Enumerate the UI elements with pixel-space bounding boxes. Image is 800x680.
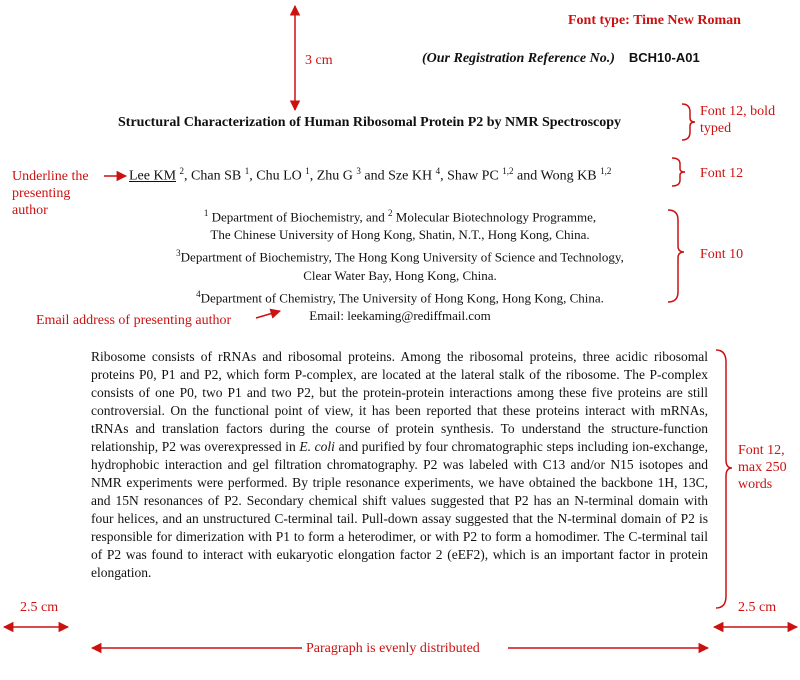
affil-font-label: Font 10 <box>700 247 744 262</box>
title-brace <box>682 104 695 140</box>
author-name: Chan SB <box>191 168 242 184</box>
author-name: Shaw PC <box>447 168 499 184</box>
author-affil-sup: 2 <box>179 166 185 176</box>
abstract-brace <box>716 350 732 608</box>
right-margin-label: 2.5 cm <box>738 600 777 615</box>
paper-title: Structural Characterization of Human Ribosomal Protein P2 by NMR Spectroscopy <box>118 115 622 130</box>
affil-sup: 1 <box>203 208 209 218</box>
affiliation-line <box>100 204 700 226</box>
font-type-note: Font type: Time New Roman <box>568 13 741 28</box>
abstract-text: and purified by four chromatographic steps including ion-exchange, hydrophobic interaction and gel filtration chromatography. P2 was labeled with C13 and/or N15 isotopes and NMR experiments were performed. By triple resonance experiments, we have obtained the backbone 1H, 13C, and 15N resonances of P2. Secondary chemical shift values suggested that P2 has an N-terminal domain with four helices, and an unstructured C-terminal tail. Pull-down assay suggested that the N-terminal domain of P2 is responsible for dimerization with P1 to form a heterodimer, or with P2 to form a homodimer. The C-terminal tail of P2 was found to interact with eukaryotic elongation factor 2 (eEF2), which is an important factor in protein elongation. <box>91 439 708 580</box>
author-name: Wong KB <box>540 168 597 184</box>
author-affil-sup: 3 <box>356 166 361 176</box>
abstract-text: Ribosome consists of rRNAs and ribosomal proteins. Among the ribosomal proteins, three acidic ribosomal proteins P0, P1 and P2, which form P-complex, are located at the lateral stalk of the ribosome. The P-complex consists of one P0, two P1 and two P2, but the protein-protein interactions among these five proteins are still controversial. On the functional point of view, it has been reported that these proteins interact with mRNAs, tRNAs and translation factors during the course of protein synthesis. To understand the structure-function relationship, P2 was overexpressed in <box>91 349 708 454</box>
author-affil-sup: 1,2 <box>502 166 514 176</box>
affiliation-line <box>100 244 700 266</box>
affil-text: Department of Chemistry, The University of Hong Kong, Hong Kong, China. <box>200 289 604 305</box>
author-list: Lee KM $^2$, Chan SB $^1$, Chu LO $^1$, Zhu G $^3$ and Sze KH $^4$, Shaw PC $^{1,2}$ and Wong KB $^{1,2}$ <box>129 166 612 184</box>
registration-ref-label: (Our Registration Reference No.) <box>422 51 615 66</box>
authors-brace <box>672 158 685 186</box>
paragraph-note: Paragraph is evenly distributed <box>306 641 480 656</box>
author-name: Chu LO <box>256 168 302 184</box>
top-margin-label: 3 cm <box>305 53 333 68</box>
species-name: E. coli <box>299 439 335 454</box>
author-affil-sup: 1 <box>305 166 310 176</box>
affiliation-line: The Chinese University of Hong Kong, Shatin, N.T., Hong Kong, China. <box>210 227 590 243</box>
affiliation-line: Clear Water Bay, Hong Kong, China. <box>303 267 497 283</box>
author-affil-sup: 1 <box>244 166 250 176</box>
author-affil-sup: 1,2 <box>600 166 612 176</box>
author-name: Sze KH <box>388 168 433 184</box>
affiliation-line <box>100 285 700 307</box>
title-font-label: Font 12, bold typed <box>700 104 776 136</box>
author-affil-sup: 4 <box>435 166 441 176</box>
affil-sup: 3 <box>176 248 181 259</box>
email-line: Email: leekaming@rediffmail.com <box>309 307 491 323</box>
affil-sup: 2 <box>388 208 393 218</box>
email-note: Email address of presenting author <box>36 313 232 328</box>
left-margin-label: 2.5 cm <box>20 600 59 615</box>
affiliations <box>100 204 700 325</box>
registration-reference <box>422 50 700 67</box>
underline-note: Underline the presenting author <box>12 169 89 218</box>
affil-text: Molecular Biotechnology Programme, <box>395 209 597 225</box>
affil-text: Department of Biochemistry, The Hong Kong University of Science and Technology, <box>180 249 624 265</box>
abstract-paragraph <box>91 348 708 582</box>
authors-font-label: Font 12 <box>700 166 744 181</box>
registration-code: BCH10-A01 <box>628 50 700 65</box>
affil-text: Department of Biochemistry, and <box>211 209 385 225</box>
presenting-author: Lee KM <box>129 168 177 184</box>
abstract-font-label: Font 12, max 250 words <box>738 443 787 492</box>
author-name: Zhu G <box>316 168 353 184</box>
affil-sup: 4 <box>196 288 201 299</box>
